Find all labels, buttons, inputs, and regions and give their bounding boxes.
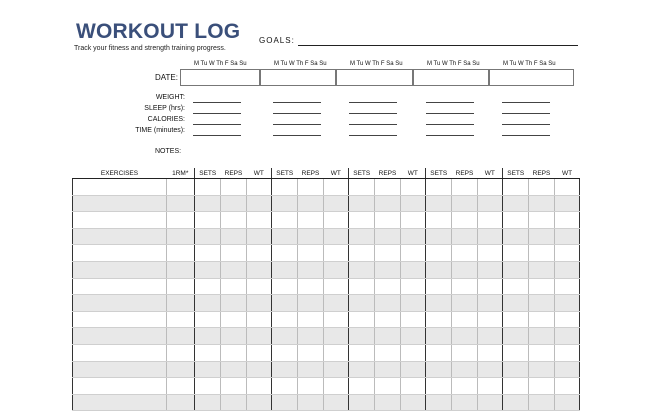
exercise-cell[interactable] [73, 228, 167, 245]
entry-cell[interactable] [324, 179, 349, 196]
exercise-cell[interactable] [73, 361, 167, 378]
stat-input-2[interactable] [273, 113, 321, 114]
entry-cell[interactable] [426, 212, 452, 229]
entry-cell[interactable] [324, 328, 349, 345]
stat-input-5[interactable] [502, 113, 550, 114]
entry-cell[interactable] [272, 278, 298, 295]
entry-cell[interactable] [555, 278, 580, 295]
entry-cell[interactable] [375, 378, 401, 395]
entry-cell[interactable] [452, 328, 478, 345]
entry-cell[interactable] [555, 311, 580, 328]
exercise-cell[interactable] [73, 311, 167, 328]
entry-cell[interactable] [324, 245, 349, 262]
entry-cell[interactable] [401, 311, 426, 328]
entry-cell[interactable] [529, 278, 555, 295]
entry-cell[interactable] [529, 245, 555, 262]
entry-cell[interactable] [401, 328, 426, 345]
entry-cell[interactable] [401, 344, 426, 361]
entry-cell[interactable] [375, 344, 401, 361]
table-row [73, 212, 580, 229]
entry-cell[interactable] [426, 228, 452, 245]
entry-cell[interactable] [426, 378, 452, 395]
entry-cell[interactable] [503, 278, 529, 295]
entry-cell[interactable] [503, 228, 529, 245]
entry-cell[interactable] [478, 228, 503, 245]
entry-cell[interactable] [555, 361, 580, 378]
entry-cell[interactable] [401, 245, 426, 262]
entry-cell[interactable] [426, 344, 452, 361]
weight-header: WT [478, 168, 503, 179]
table-row [73, 344, 580, 361]
entry-cell[interactable] [478, 361, 503, 378]
entry-cell[interactable] [426, 179, 452, 196]
exercise-cell[interactable] [73, 179, 167, 196]
date-field-1[interactable] [180, 69, 260, 86]
table-row [73, 378, 580, 395]
entry-cell[interactable] [324, 195, 349, 212]
entry-cell[interactable] [272, 295, 298, 312]
date-label: DATE: [155, 73, 178, 82]
entry-cell[interactable] [349, 179, 375, 196]
entry-cell[interactable] [247, 295, 272, 312]
date-field-5[interactable] [489, 69, 574, 86]
entry-cell[interactable] [452, 361, 478, 378]
stat-input-2[interactable] [273, 135, 321, 136]
entry-cell[interactable] [324, 378, 349, 395]
one-rep-max-cell[interactable] [167, 179, 195, 196]
stat-label: WEIGHT: [155, 94, 185, 101]
table-row [73, 261, 580, 278]
entry-cell[interactable] [503, 311, 529, 328]
entry-cell[interactable] [478, 212, 503, 229]
entry-cell[interactable] [195, 311, 221, 328]
entry-cell[interactable] [478, 245, 503, 262]
entry-cell[interactable] [298, 195, 324, 212]
entry-cell[interactable] [452, 295, 478, 312]
entry-cell[interactable] [221, 261, 247, 278]
entry-cell[interactable] [349, 228, 375, 245]
entry-cell[interactable] [529, 212, 555, 229]
entry-cell[interactable] [195, 195, 221, 212]
entry-cell[interactable] [195, 278, 221, 295]
entry-cell[interactable] [247, 245, 272, 262]
entry-cell[interactable] [221, 228, 247, 245]
weight-header: WT [247, 168, 272, 179]
entry-cell[interactable] [324, 344, 349, 361]
entry-cell[interactable] [349, 278, 375, 295]
stat-label: TIME (minutes): [135, 127, 185, 134]
one-rep-max-header: 1RM* [167, 168, 195, 179]
table-row [73, 179, 580, 196]
stat-input-3[interactable] [349, 113, 397, 114]
entry-cell[interactable] [221, 179, 247, 196]
entry-cell[interactable] [221, 245, 247, 262]
entry-cell[interactable] [452, 278, 478, 295]
exercise-cell[interactable] [73, 344, 167, 361]
stat-input-5[interactable] [502, 135, 550, 136]
entry-cell[interactable] [555, 344, 580, 361]
table-row [73, 278, 580, 295]
stat-input-1[interactable] [193, 113, 241, 114]
date-field-3[interactable] [336, 69, 413, 86]
entry-cell[interactable] [401, 378, 426, 395]
entry-cell[interactable] [349, 295, 375, 312]
entry-cell[interactable] [349, 212, 375, 229]
entry-cell[interactable] [247, 212, 272, 229]
one-rep-max-cell[interactable] [167, 195, 195, 212]
entry-cell[interactable] [349, 328, 375, 345]
stat-input-2[interactable] [273, 102, 321, 103]
entry-cell[interactable] [503, 361, 529, 378]
exercise-cell[interactable] [73, 195, 167, 212]
stat-label: CALORIES: [147, 116, 185, 123]
entry-cell[interactable] [401, 278, 426, 295]
one-rep-max-cell[interactable] [167, 261, 195, 278]
stat-input-5[interactable] [502, 102, 550, 103]
entry-cell[interactable] [349, 245, 375, 262]
entry-cell[interactable] [452, 378, 478, 395]
exercise-cell[interactable] [73, 278, 167, 295]
entry-cell[interactable] [272, 344, 298, 361]
entry-cell[interactable] [426, 195, 452, 212]
entry-cell[interactable] [221, 212, 247, 229]
entry-cell[interactable] [375, 361, 401, 378]
sets-header: SETS [195, 168, 221, 179]
one-rep-max-cell[interactable] [167, 295, 195, 312]
entry-cell[interactable] [401, 212, 426, 229]
entry-cell[interactable] [272, 245, 298, 262]
days-header-4: M Tu W Th F Sa Su [427, 61, 480, 67]
reps-header: REPS [221, 168, 247, 179]
days-header-2: M Tu W Th F Sa Su [274, 61, 327, 67]
entry-cell[interactable] [503, 245, 529, 262]
goals-label: GOALS: [259, 36, 295, 45]
entry-cell[interactable] [221, 344, 247, 361]
entry-cell[interactable] [324, 278, 349, 295]
entry-cell[interactable] [426, 295, 452, 312]
entry-cell[interactable] [426, 261, 452, 278]
entry-cell[interactable] [375, 261, 401, 278]
entry-cell[interactable] [298, 261, 324, 278]
entry-cell[interactable] [401, 179, 426, 196]
entry-cell[interactable] [478, 344, 503, 361]
one-rep-max-cell[interactable] [167, 328, 195, 345]
entry-cell[interactable] [478, 195, 503, 212]
entry-cell[interactable] [529, 195, 555, 212]
entry-cell[interactable] [452, 195, 478, 212]
entry-cell[interactable] [324, 261, 349, 278]
entry-cell[interactable] [195, 378, 221, 395]
entry-cell[interactable] [195, 344, 221, 361]
entry-cell[interactable] [503, 295, 529, 312]
entry-cell[interactable] [247, 311, 272, 328]
entry-cell[interactable] [272, 328, 298, 345]
entry-cell[interactable] [298, 245, 324, 262]
entry-cell[interactable] [555, 228, 580, 245]
entry-cell[interactable] [272, 311, 298, 328]
entry-cell[interactable] [555, 378, 580, 395]
one-rep-max-cell[interactable] [167, 212, 195, 229]
stat-input-5[interactable] [502, 124, 550, 125]
entry-cell[interactable] [375, 295, 401, 312]
days-header-1: M Tu W Th F Sa Su [194, 61, 247, 67]
date-field-4[interactable] [413, 69, 489, 86]
entry-cell[interactable] [375, 195, 401, 212]
entry-cell[interactable] [452, 212, 478, 229]
entry-cell[interactable] [221, 361, 247, 378]
entry-cell[interactable] [221, 295, 247, 312]
entry-cell[interactable] [401, 261, 426, 278]
entry-cell[interactable] [529, 261, 555, 278]
entry-cell[interactable] [503, 261, 529, 278]
entry-cell[interactable] [401, 228, 426, 245]
stat-input-4[interactable] [426, 135, 474, 136]
entry-cell[interactable] [375, 278, 401, 295]
reps-header: REPS [298, 168, 324, 179]
table-row [73, 228, 580, 245]
entry-cell[interactable] [324, 311, 349, 328]
entry-cell[interactable] [478, 295, 503, 312]
one-rep-max-cell[interactable] [167, 378, 195, 395]
entry-cell[interactable] [529, 311, 555, 328]
entry-cell[interactable] [555, 261, 580, 278]
entry-cell[interactable] [375, 328, 401, 345]
entry-cell[interactable] [221, 328, 247, 345]
entry-cell[interactable] [529, 179, 555, 196]
entry-cell[interactable] [452, 179, 478, 196]
entry-cell[interactable] [247, 378, 272, 395]
entry-cell[interactable] [503, 378, 529, 395]
entry-cell[interactable] [478, 328, 503, 345]
entry-cell[interactable] [195, 228, 221, 245]
entry-cell[interactable] [298, 328, 324, 345]
table-row [73, 295, 580, 312]
entry-cell[interactable] [298, 344, 324, 361]
entry-cell[interactable] [247, 361, 272, 378]
exercise-cell[interactable] [73, 295, 167, 312]
entry-cell[interactable] [529, 295, 555, 312]
entry-cell[interactable] [195, 361, 221, 378]
table-row [73, 361, 580, 378]
reps-header: REPS [375, 168, 401, 179]
sets-header: SETS [272, 168, 298, 179]
notes-label: NOTES: [155, 148, 182, 155]
entry-cell[interactable] [298, 361, 324, 378]
entry-cell[interactable] [195, 295, 221, 312]
exercise-cell[interactable] [73, 328, 167, 345]
stat-input-4[interactable] [426, 113, 474, 114]
entry-cell[interactable] [221, 195, 247, 212]
entry-cell[interactable] [298, 228, 324, 245]
entry-cell[interactable] [324, 361, 349, 378]
entry-cell[interactable] [478, 278, 503, 295]
entry-cell[interactable] [195, 328, 221, 345]
entry-cell[interactable] [452, 228, 478, 245]
entry-cell[interactable] [452, 245, 478, 262]
entry-cell[interactable] [195, 179, 221, 196]
reps-header: REPS [529, 168, 555, 179]
entry-cell[interactable] [272, 212, 298, 229]
sets-header: SETS [426, 168, 452, 179]
stat-input-4[interactable] [426, 102, 474, 103]
entry-cell[interactable] [452, 311, 478, 328]
entry-cell[interactable] [221, 278, 247, 295]
stat-input-3[interactable] [349, 135, 397, 136]
entry-cell[interactable] [375, 212, 401, 229]
entry-cell[interactable] [401, 295, 426, 312]
exercise-cell[interactable] [73, 261, 167, 278]
one-rep-max-cell[interactable] [167, 278, 195, 295]
entry-cell[interactable] [349, 261, 375, 278]
entry-cell[interactable] [503, 179, 529, 196]
entry-cell[interactable] [555, 212, 580, 229]
table-row [73, 328, 580, 345]
entry-cell[interactable] [529, 344, 555, 361]
entry-cell[interactable] [478, 261, 503, 278]
entry-cell[interactable] [298, 295, 324, 312]
entry-cell[interactable] [401, 195, 426, 212]
entry-cell[interactable] [555, 245, 580, 262]
entry-cell[interactable] [298, 311, 324, 328]
entry-cell[interactable] [503, 195, 529, 212]
entry-cell[interactable] [426, 311, 452, 328]
stat-input-2[interactable] [273, 124, 321, 125]
entry-cell[interactable] [324, 295, 349, 312]
stat-input-1[interactable] [193, 124, 241, 125]
entry-cell[interactable] [247, 328, 272, 345]
table-row [73, 311, 580, 328]
entry-cell[interactable] [478, 378, 503, 395]
entry-cell[interactable] [478, 179, 503, 196]
entry-cell[interactable] [529, 361, 555, 378]
weight-header: WT [324, 168, 349, 179]
goals-field[interactable] [298, 45, 578, 46]
entry-cell[interactable] [478, 311, 503, 328]
days-header-5: M Tu W Th F Sa Su [503, 61, 556, 67]
weight-header: WT [401, 168, 426, 179]
entry-cell[interactable] [555, 179, 580, 196]
entry-cell[interactable] [272, 228, 298, 245]
entry-cell[interactable] [221, 311, 247, 328]
reps-header: REPS [452, 168, 478, 179]
entry-cell[interactable] [375, 311, 401, 328]
table-row [73, 245, 580, 262]
entry-cell[interactable] [195, 261, 221, 278]
date-field-2[interactable] [260, 69, 336, 86]
stat-input-3[interactable] [349, 102, 397, 103]
entry-cell[interactable] [375, 245, 401, 262]
one-rep-max-cell[interactable] [167, 228, 195, 245]
entry-cell[interactable] [272, 378, 298, 395]
entry-cell[interactable] [324, 228, 349, 245]
entry-cell[interactable] [426, 278, 452, 295]
entry-cell[interactable] [298, 378, 324, 395]
entry-cell[interactable] [426, 328, 452, 345]
entry-cell[interactable] [298, 179, 324, 196]
entry-cell[interactable] [349, 195, 375, 212]
entry-cell[interactable] [426, 245, 452, 262]
entry-cell[interactable] [221, 378, 247, 395]
entry-cell[interactable] [529, 328, 555, 345]
one-rep-max-cell[interactable] [167, 361, 195, 378]
entry-cell[interactable] [452, 261, 478, 278]
entry-cell[interactable] [247, 278, 272, 295]
entry-cell[interactable] [247, 195, 272, 212]
exercises-header: EXERCISES [73, 168, 167, 179]
entry-cell[interactable] [529, 378, 555, 395]
one-rep-max-cell[interactable] [167, 344, 195, 361]
entry-cell[interactable] [272, 261, 298, 278]
stat-input-3[interactable] [349, 124, 397, 125]
days-header-3: M Tu W Th F Sa Su [350, 61, 403, 67]
entry-cell[interactable] [247, 179, 272, 196]
entry-cell[interactable] [272, 361, 298, 378]
entry-cell[interactable] [349, 378, 375, 395]
weight-header: WT [555, 168, 580, 179]
entry-cell[interactable] [401, 361, 426, 378]
page-title: WORKOUT LOG [76, 20, 241, 43]
stat-label: SLEEP (hrs): [144, 105, 185, 112]
table-row [73, 195, 580, 212]
stat-input-4[interactable] [426, 124, 474, 125]
entry-cell[interactable] [272, 195, 298, 212]
page-subtitle: Track your fitness and strength training progress. [74, 45, 226, 52]
entry-cell[interactable] [375, 228, 401, 245]
entry-cell[interactable] [349, 361, 375, 378]
entry-cell[interactable] [503, 328, 529, 345]
one-rep-max-cell[interactable] [167, 245, 195, 262]
stat-input-1[interactable] [193, 135, 241, 136]
exercise-table-header [73, 168, 580, 179]
entry-cell[interactable] [195, 245, 221, 262]
entry-cell[interactable] [195, 212, 221, 229]
entry-cell[interactable] [555, 328, 580, 345]
entry-cell[interactable] [452, 344, 478, 361]
entry-cell[interactable] [298, 212, 324, 229]
exercise-table [72, 168, 580, 411]
entry-cell[interactable] [555, 195, 580, 212]
entry-cell[interactable] [349, 311, 375, 328]
exercise-cell[interactable] [73, 212, 167, 229]
entry-cell[interactable] [503, 212, 529, 229]
entry-cell[interactable] [272, 179, 298, 196]
entry-cell[interactable] [247, 261, 272, 278]
exercise-cell[interactable] [73, 378, 167, 395]
entry-cell[interactable] [349, 344, 375, 361]
sets-header: SETS [349, 168, 375, 179]
exercise-cell[interactable] [73, 245, 167, 262]
one-rep-max-cell[interactable] [167, 311, 195, 328]
entry-cell[interactable] [247, 344, 272, 361]
stat-input-1[interactable] [193, 102, 241, 103]
entry-cell[interactable] [324, 212, 349, 229]
sets-header: SETS [503, 168, 529, 179]
entry-cell[interactable] [529, 228, 555, 245]
entry-cell[interactable] [555, 295, 580, 312]
entry-cell[interactable] [503, 344, 529, 361]
entry-cell[interactable] [298, 278, 324, 295]
entry-cell[interactable] [375, 179, 401, 196]
entry-cell[interactable] [426, 361, 452, 378]
entry-cell[interactable] [247, 228, 272, 245]
